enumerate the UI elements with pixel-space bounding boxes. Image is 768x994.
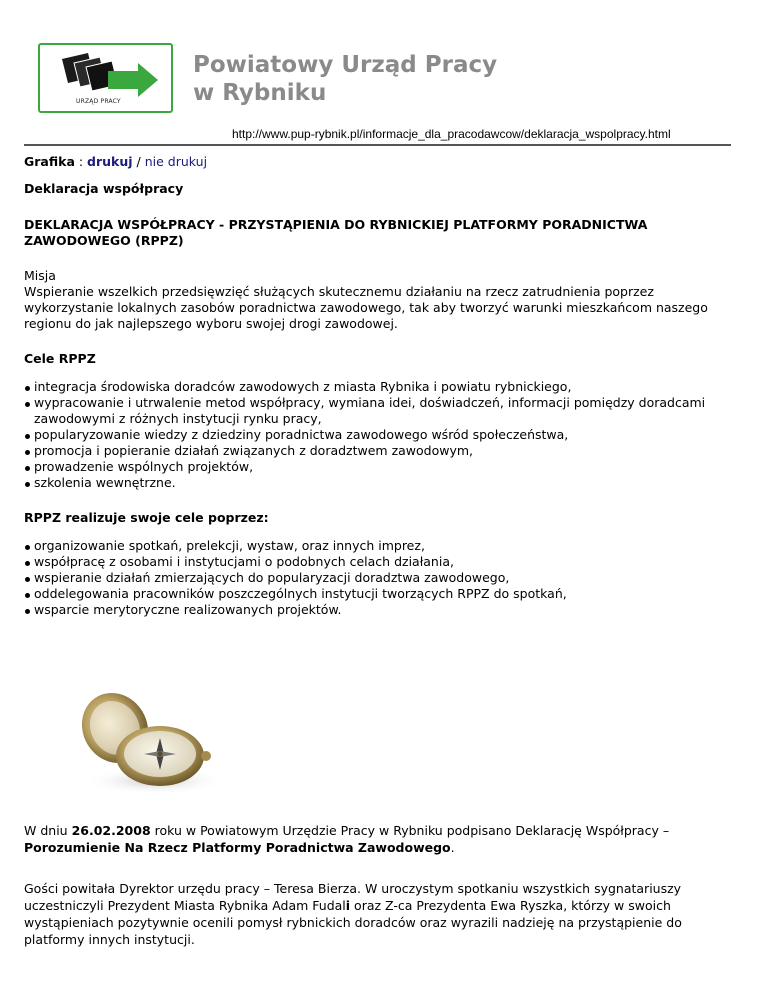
org-name <box>193 51 513 107</box>
goals-list <box>24 379 734 491</box>
means-list <box>24 538 734 618</box>
paragraph-text: W dniu <box>24 823 72 838</box>
signing-date: 26.02.2008 <box>71 823 151 838</box>
list-item: popularyzowanie wiedzy z dziedziny poradnictwa zawodowego wśród społeczeństwa, <box>24 427 734 443</box>
graphics-toggle <box>24 154 734 170</box>
logo-caption: URZĄD PRACY <box>76 98 121 105</box>
list-item: oddelegowania pracowników poszczególnych instytucji tworzących RPPZ do spotkań, <box>24 586 734 602</box>
paragraph-text: Gości powitała Dyrektor urzędu pracy – Teresa Bierza. W uroczystym spotkaniu wszystkich sygnatariuszy uczestniczyli Prezydent Miasta Rybnika Adam Fudal <box>24 881 682 913</box>
list-item: promocja i popieranie działań związanych z doradztwem zawodowym, <box>24 443 734 459</box>
mission-section <box>24 268 734 332</box>
list-item: wspieranie działań zmierzających do popularyzacji doradztwa zawodowego, <box>24 570 734 586</box>
no-print-link[interactable]: nie drukuj <box>144 154 208 169</box>
logo[interactable] <box>38 43 173 113</box>
mission-label: Misja <box>24 268 56 283</box>
signing-paragraph <box>24 822 736 856</box>
graphics-separator: : <box>74 154 88 169</box>
means-title: RPPZ realizuje swoje cele poprzez: <box>24 510 269 525</box>
paragraph-text: oraz Z-ca Prezydenta Ewa Ryszka, którzy w swoich wystąpieniach pozytywnie ocenili pomysł rybnickich doradców oraz wyrazili nadzieję na przystąpienie do platformy innych instytucji. <box>24 898 682 947</box>
page-url[interactable]: http://www.pup-rybnik.pl/informacje_dla_pracodawcow/deklaracja_wspolpracy.html <box>232 127 671 141</box>
list-item: wypracowanie i utrwalenie metod współpracy, wymiana idei, doświadczeń, informacji pomiędzy doradcami zawodowymi z różnych instytucji rynku pracy, <box>24 395 734 427</box>
org-name-line1: Powiatowy Urząd Pracy <box>193 52 498 78</box>
list-item: integracja środowiska doradców zawodowych z miasta Rybnika i powiatu rybnickiego, <box>24 379 734 395</box>
graphics-label: Grafika <box>24 154 75 169</box>
list-item: współpracę z osobami i instytucjami o podobnych celach działania, <box>24 554 734 570</box>
paragraph-text: . <box>450 840 455 855</box>
main-content <box>24 154 734 618</box>
goals-title: Cele RPPZ <box>24 351 96 366</box>
graphics-slash: / <box>132 154 145 169</box>
paragraph-text: roku w Powiatowym Urzędzie Pracy w Rybniku podpisano Deklarację Współpracy – <box>150 823 670 838</box>
page-title: Deklaracja współpracy <box>24 181 184 196</box>
mission-text: Wspieranie wszelkich przedsięwzięć służących skutecznemu działaniu na rzecz zatrudnienia poprzez wykorzystanie lokalnych zasobów poradnictwa zawodowego, tak aby tworzyć warunki mieszkańcom naszego regionu do jak najlepszego wyboru swojej drogi zawodowej. <box>24 284 708 331</box>
compass-image <box>60 686 235 798</box>
list-item: organizowanie spotkań, prelekcji, wystaw, oraz innych imprez, <box>24 538 734 554</box>
list-item: szkolenia wewnętrzne. <box>24 475 734 491</box>
list-item: wsparcie merytoryczne realizowanych projektów. <box>24 602 734 618</box>
main-heading: DEKLARACJA WSPÓŁPRACY - PRZYSTĄPIENIA DO RYBNICKIEJ PLATFORMY PORADNICTWA ZAWODOWEGO (RPPZ) <box>24 217 648 248</box>
guests-paragraph <box>24 880 736 948</box>
org-name-line2: w Rybniku <box>193 80 327 106</box>
list-item: prowadzenie wspólnych projektów, <box>24 459 734 475</box>
header-divider <box>24 144 731 146</box>
agreement-name: Porozumienie Na Rzecz Platformy Poradnictwa Zawodowego <box>24 840 451 855</box>
print-link[interactable]: drukuj <box>87 154 133 169</box>
paragraph-bold-char: i <box>345 898 351 913</box>
